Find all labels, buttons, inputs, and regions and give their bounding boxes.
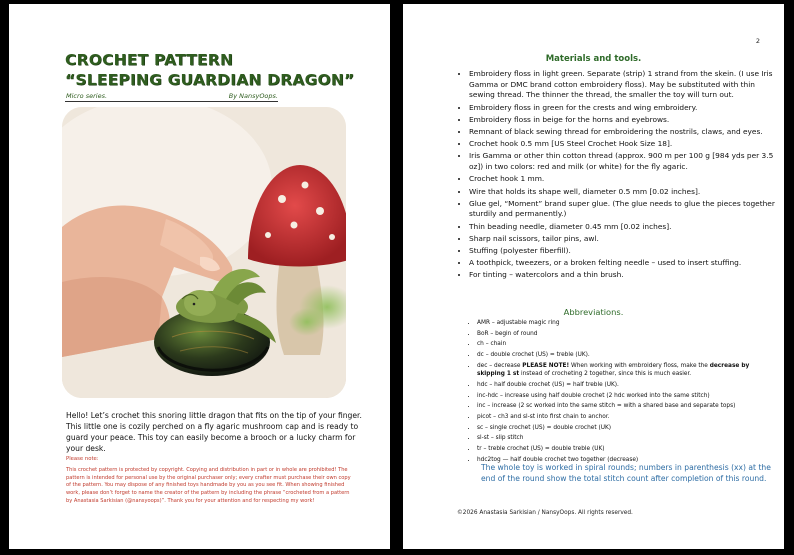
spiral-rounds-note: The whole toy is worked in spiral rounds; numbers in parenthesis (xx) at the end of the round show the total stitch count after completion of this round. [481, 463, 771, 483]
list-item: • dc – double crochet (US) = treble (UK). [477, 351, 777, 360]
abbreviations-heading: Abbreviations. [563, 307, 624, 317]
list-item: • Embroidery floss in light green. Separate (strip) 1 strand from the skein. (I use Iris Gamma or DMC brand cotton embroidery floss). May be substituted with thin sewing thread. The thinner the thread, the smaller the toy will turn out. [469, 69, 781, 101]
materials-page [403, 4, 784, 549]
page-number: 2 [755, 37, 760, 45]
dragon-photo [62, 107, 346, 398]
pattern-intro: Hello! Let’s crochet this snoring little dragon that fits on the tip of your finger. This little one is cozily perched on a fly agaric mushroom cap and is ready to guard your peace. This toy can easily become a brooch or a lucky charm for your desk. [66, 411, 362, 453]
list-item: • Embroidery floss in beige for the horns and eyebrows. [469, 115, 781, 126]
list-item: • Crochet hook 1 mm. [469, 174, 781, 185]
list-item: • tr – treble crochet (US) = double treble (UK) [477, 445, 777, 454]
list-item: • ch – chain [477, 340, 777, 349]
list-item: • hdc – half double crochet (US) = half treble (UK). [477, 381, 777, 390]
dec-lead: dec – decrease [477, 362, 521, 369]
list-item: • Thin beading needle, diameter 0.45 mm [0.02 inches]. [469, 222, 781, 233]
list-item: • Glue gel, “Moment” brand super glue. (The glue needs to glue the pieces together sturdily and permanently.) [469, 199, 781, 220]
list-item: • sc – single crochet (US) = double crochet (UK) [477, 424, 777, 433]
dec-tail: instead of crocheting 2 together, since this is much easier. [521, 371, 692, 378]
list-item: • Stuffing (polyester fiberfill). [469, 246, 781, 257]
note-heading: Please note: [66, 456, 99, 462]
title-divider [65, 101, 278, 102]
series-label: Micro series. [66, 92, 108, 100]
list-item [477, 362, 777, 379]
list-item: • inc – increase (2 sc worked into the same stitch = with a shared base and separate tops) [477, 402, 777, 411]
dec-bold-phrase: decrease by skipping 1 st [477, 362, 750, 378]
abbreviations-list [467, 319, 777, 467]
pattern-cover-page [9, 4, 390, 549]
list-item: • AMR – adjustable magic ring [477, 319, 777, 328]
dragon-photo-illustration [62, 107, 346, 398]
list-item: • For tinting – watercolors and a thin brush. [469, 270, 781, 281]
list-item: • Crochet hook 0.5 mm [US Steel Crochet Hook Size 18]. [469, 139, 781, 150]
list-item: • sl-st – slip stitch [477, 434, 777, 443]
pattern-title-line2: “SLEEPING GUARDIAN DRAGON” [65, 71, 355, 89]
list-item: • BoR – begin of round [477, 330, 777, 339]
dec-middle: When working with embroidery floss, make the [571, 362, 708, 369]
list-item: • Wire that holds its shape well, diameter 0.5 mm [0.02 inches]. [469, 187, 781, 198]
materials-list [455, 69, 781, 283]
copyright-footer: ©2026 Anastasia Sarkisian / NansyOops. All rights reserved. [457, 510, 633, 516]
list-item: • hdc2tog — half double crochet two together (decrease) [477, 456, 777, 465]
list-item: • Embroidery floss in green for the crests and wing embroidery. [469, 103, 781, 114]
list-item: • inc-hdc – increase using half double crochet (2 hdc worked into the same stitch) [477, 392, 777, 401]
materials-heading: Materials and tools. [545, 54, 642, 64]
pattern-title-line1: CROCHET PATTERN [65, 51, 234, 69]
author-byline: By NansyOops. [228, 92, 278, 100]
copyright-notice: This crochet pattern is protected by copyright. Copying and distribution in part or in whole are prohibited! The pattern is intended for personal use by the original purchaser only; every crafter must purchase their own copy of the pattern. You may dispose of any finished toys handmade by you as you see fit. When showing finished work, please don’t forget to name the creator of the pattern by including the phrase “crocheted from a pattern by Anastasia Sarkisian (@nansyoops)”. Thank you for your attention and for respecting my work! [66, 467, 351, 504]
list-item: • Remnant of black sewing thread for embroidering the nostrils, claws, and eyes. [469, 127, 781, 138]
list-item: • Iris Gamma or other thin cotton thread (approx. 900 m per 100 g [984 yds per 3.5 oz]) in two colors: red and milk (or white) for the fly agaric. [469, 151, 781, 172]
dec-note-bold: PLEASE NOTE! [522, 362, 570, 369]
list-item: • Sharp nail scissors, tailor pins, awl. [469, 234, 781, 245]
list-item: • picot – ch3 and sl-st into first chain to anchor. [477, 413, 777, 422]
list-item: • A toothpick, tweezers, or a broken felting needle – used to insert stuffing. [469, 258, 781, 269]
